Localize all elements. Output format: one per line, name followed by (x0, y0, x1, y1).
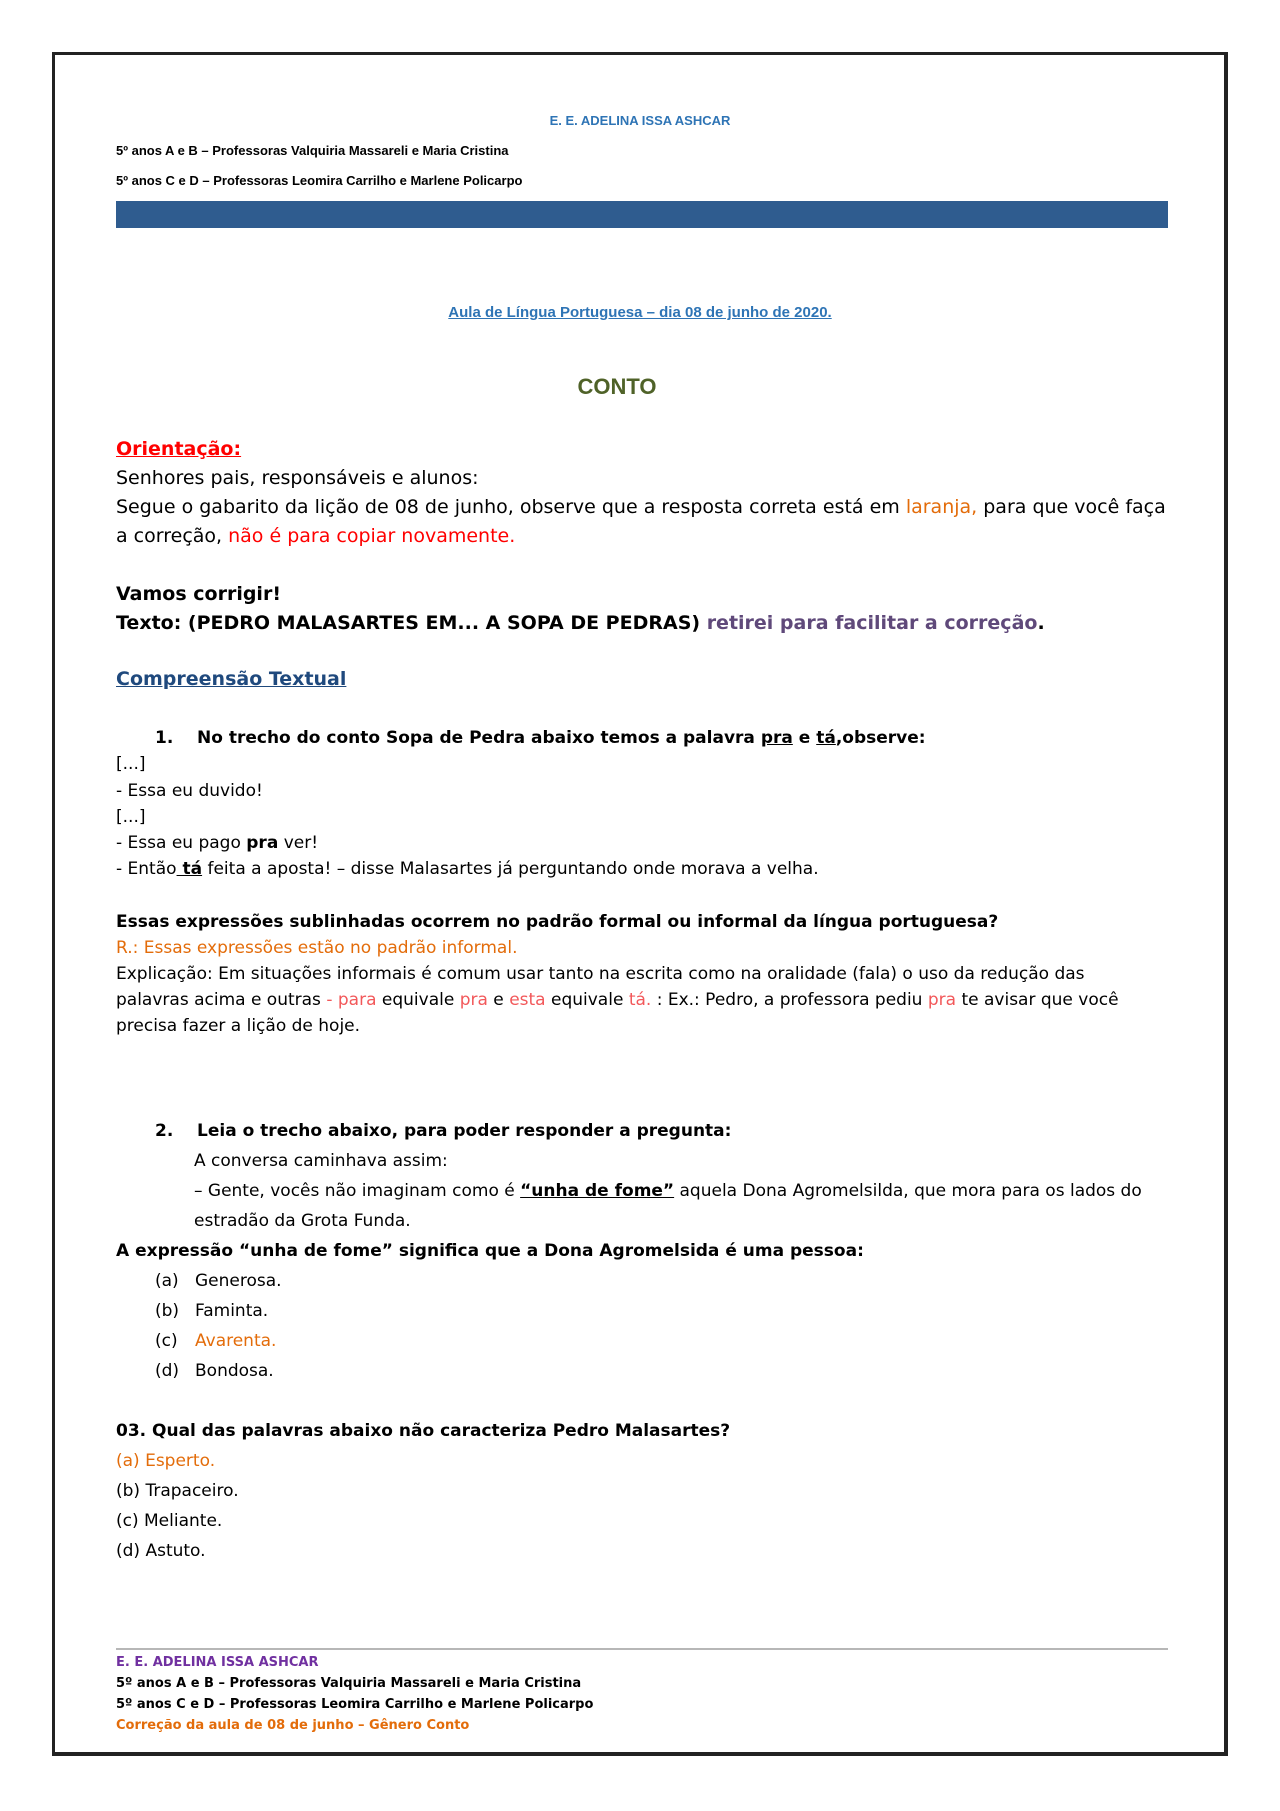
genre-title: CONTO (577, 374, 657, 399)
explanation-line-1: Explicação: Em situações informais é comum usar tanto na escrita como na oralidade (fala) o uso da redução das (116, 964, 1085, 984)
question-3-option-correct: (a) Esperto. (116, 1451, 216, 1471)
footer-line-1: 5º anos A e B – Professoras Valquiria Massareli e Maria Cristina (116, 1676, 582, 1691)
question-1-prompt: 1. No trecho do conto Sopa de Pedra abaixo temos a palavra pra e tá,observe: (155, 728, 926, 748)
lets-correct: Vamos corrigir! (116, 583, 281, 605)
orientation-paragraph-line-2: a correção, não é para copiar novamente. (116, 525, 516, 547)
question-2-option: (b) Faminta. (155, 1301, 269, 1321)
explanation-line-2: palavras acima e outras - para equivale pra e esta equivale tá. : Ex.: Pedro, a professora pediu pra te avisar que você (116, 990, 1119, 1010)
orientation-greeting: Senhores pais, responsáveis e alunos: (116, 467, 479, 489)
header-school: E. E. ADELINA ISSA ASHCAR (549, 113, 731, 128)
question-1-text: Essas expressões sublinhadas ocorrem no padrão formal ou informal da língua portuguesa? (116, 912, 999, 932)
question-2-text: A expressão “unha de fome” significa que a Dona Agromelsida é uma pessoa: (116, 1241, 864, 1261)
question-2-option-correct: (c) Avarenta. (155, 1331, 277, 1351)
excerpt-ellipsis-2: [...] (116, 807, 146, 827)
header-bar (116, 201, 1168, 228)
lesson-title: Aula de Língua Portuguesa – dia 08 de junho de 2020. (448, 304, 832, 321)
question-3-option: (c) Meliante. (116, 1511, 223, 1531)
question-1-answer: R.: Essas expressões estão no padrão informal. (116, 938, 518, 958)
question-2-excerpt-3: estradão da Grota Funda. (194, 1211, 411, 1231)
question-3-option: (b) Trapaceiro. (116, 1481, 239, 1501)
question-2-excerpt-1: A conversa caminhava assim: (194, 1151, 448, 1171)
excerpt-line-pay: - Essa eu pago pra ver! (116, 833, 319, 853)
orientation-heading: Orientação: (116, 438, 242, 460)
footer-line-3: Correção da aula de 08 de junho – Gênero Conto (116, 1718, 470, 1733)
footer-line-2: 5º anos C e D – Professoras Leomira Carrilho e Marlene Policarpo (116, 1697, 594, 1712)
question-3-text: 03. Qual das palavras abaixo não caracteriza Pedro Malasartes? (116, 1421, 731, 1441)
explanation-line-3: precisa fazer a lição de hoje. (116, 1016, 361, 1036)
header-line-1: 5º anos A e B – Professoras Valquiria Massareli e Maria Cristina (116, 143, 509, 158)
question-2-prompt: 2. Leia o trecho abaixo, para poder responder a pregunta: (155, 1121, 732, 1141)
header-line-2: 5º anos C e D – Professoras Leomira Carrilho e Marlene Policarpo (116, 173, 523, 188)
question-2-option: (d) Bondosa. (155, 1361, 274, 1381)
footer-separator (116, 1648, 1168, 1650)
question-2-excerpt-2: – Gente, vocês não imaginam como é “unha de fome” aquela Dona Agromelsilda, que mora para os lados do (194, 1181, 1142, 1201)
excerpt-line-bet: - Então tá feita a aposta! – disse Malasartes já perguntando onde morava a velha. (116, 859, 819, 879)
excerpt-line-doubt: - Essa eu duvido! (116, 781, 263, 801)
excerpt-ellipsis-1: [...] (116, 754, 146, 774)
footer-school: E. E. ADELINA ISSA ASHCAR (116, 1655, 319, 1670)
section-title: Compreensão Textual (116, 668, 347, 690)
question-2-option: (a) Generosa. (155, 1271, 282, 1291)
orientation-paragraph-line-1: Segue o gabarito da lição de 08 de junho, observe que a resposta correta está em laranja, para que você faça (116, 496, 1166, 518)
text-reference: Texto: (PEDRO MALASARTES EM... A SOPA DE PEDRAS) retirei para facilitar a correção. (116, 612, 1045, 634)
question-3-option: (d) Astuto. (116, 1541, 206, 1561)
